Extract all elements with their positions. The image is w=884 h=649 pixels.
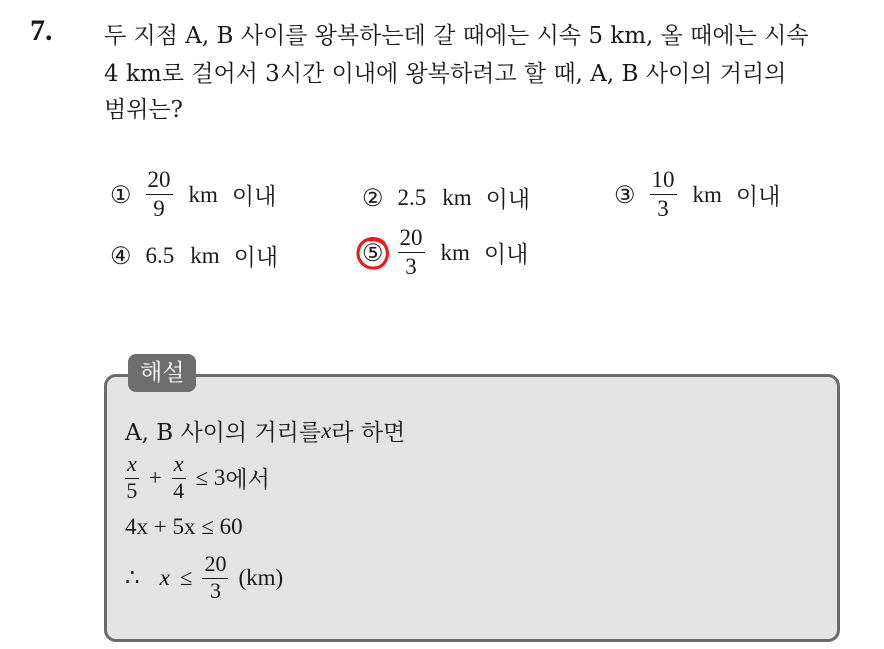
choice-3-suffix: 이내 (735, 184, 781, 211)
choice-2-unit: km (442, 184, 472, 210)
solution-line-4-var: x (159, 564, 170, 590)
solution-tag: 해설 (128, 354, 196, 392)
choice-4-marker: ④ (110, 241, 132, 270)
solution-frac-1 (125, 452, 139, 503)
solution-line-2-post: 에서 (225, 467, 270, 494)
choice-5-denominator: 3 (405, 254, 417, 280)
choice-4-unit: km (190, 242, 220, 268)
solution-line-4-den: 3 (209, 577, 221, 603)
question-number: 7. (30, 14, 53, 47)
choice-2-value: 2.5 (397, 184, 427, 210)
therefore-symbol: ∴ (125, 564, 140, 590)
answer-circle-mark (354, 234, 392, 272)
choice-3-denominator: 3 (657, 196, 669, 222)
solution-line-4-frac (202, 552, 228, 603)
choice-2-suffix: 이내 (485, 187, 531, 213)
question-text-line-1: 두 지점 A, B 사이를 왕복하는데 갈 때에는 시속 5 km, 올 때에는 시속 (104, 23, 809, 49)
choice-3-unit: km (692, 181, 722, 207)
choice-2-marker: ② (362, 183, 384, 212)
choice-3-marker: ③ (614, 180, 636, 209)
choice-5-fraction (398, 225, 425, 281)
solution-frac-2-den: 4 (173, 477, 185, 503)
solution-line-3-text: 4x + 5x ≤ 60 (125, 514, 243, 539)
solution-frac-2 (172, 452, 186, 503)
solution-line-3 (125, 514, 243, 540)
solution-line-4-rel: ≤ (179, 564, 193, 590)
choice-5-numerator: 20 (398, 225, 425, 253)
choice-1[interactable] (110, 167, 276, 223)
solution-inequality: ≤ 3 (195, 464, 226, 490)
choice-1-numerator: 20 (146, 167, 173, 195)
solution-line-4-num: 20 (202, 552, 228, 579)
choice-4[interactable] (110, 239, 278, 272)
choice-1-fraction (146, 167, 173, 223)
choice-4-value: 6.5 (145, 242, 175, 268)
choice-1-marker: ① (110, 180, 132, 209)
question-text-line-2: 4 km로 걸어서 3시간 이내에 왕복하려고 할 때, A, B 사이의 거리의 (104, 61, 787, 87)
solution-frac-2-num: x (172, 452, 186, 479)
choice-5-marker: ⑤ (362, 238, 384, 267)
solution-line-1-post: 라 하면 (331, 420, 406, 446)
choice-2[interactable] (362, 181, 530, 214)
choice-3[interactable] (614, 167, 780, 223)
choice-4-suffix: 이내 (233, 245, 279, 271)
choice-1-suffix: 이내 (231, 184, 277, 211)
solution-line-4-unit: (km) (238, 564, 284, 590)
solution-line-1 (125, 414, 405, 447)
choice-3-numerator: 10 (650, 167, 677, 195)
choice-1-denominator: 9 (153, 196, 165, 222)
solution-frac-1-den: 5 (126, 477, 138, 503)
solution-line-1-pre: A, B 사이의 거리를 (125, 420, 322, 446)
solution-line-4 (125, 552, 283, 603)
choice-3-fraction (650, 167, 677, 223)
question-text-line-3: 범위는? (104, 97, 183, 123)
solution-plus: + (148, 464, 162, 490)
solution-line-1-var: x (321, 417, 332, 443)
choice-5-unit: km (440, 239, 470, 265)
choice-1-unit: km (188, 181, 218, 207)
solution-frac-1-num: x (125, 452, 139, 479)
solution-line-2 (125, 452, 270, 503)
choice-5-suffix: 이내 (483, 242, 529, 269)
